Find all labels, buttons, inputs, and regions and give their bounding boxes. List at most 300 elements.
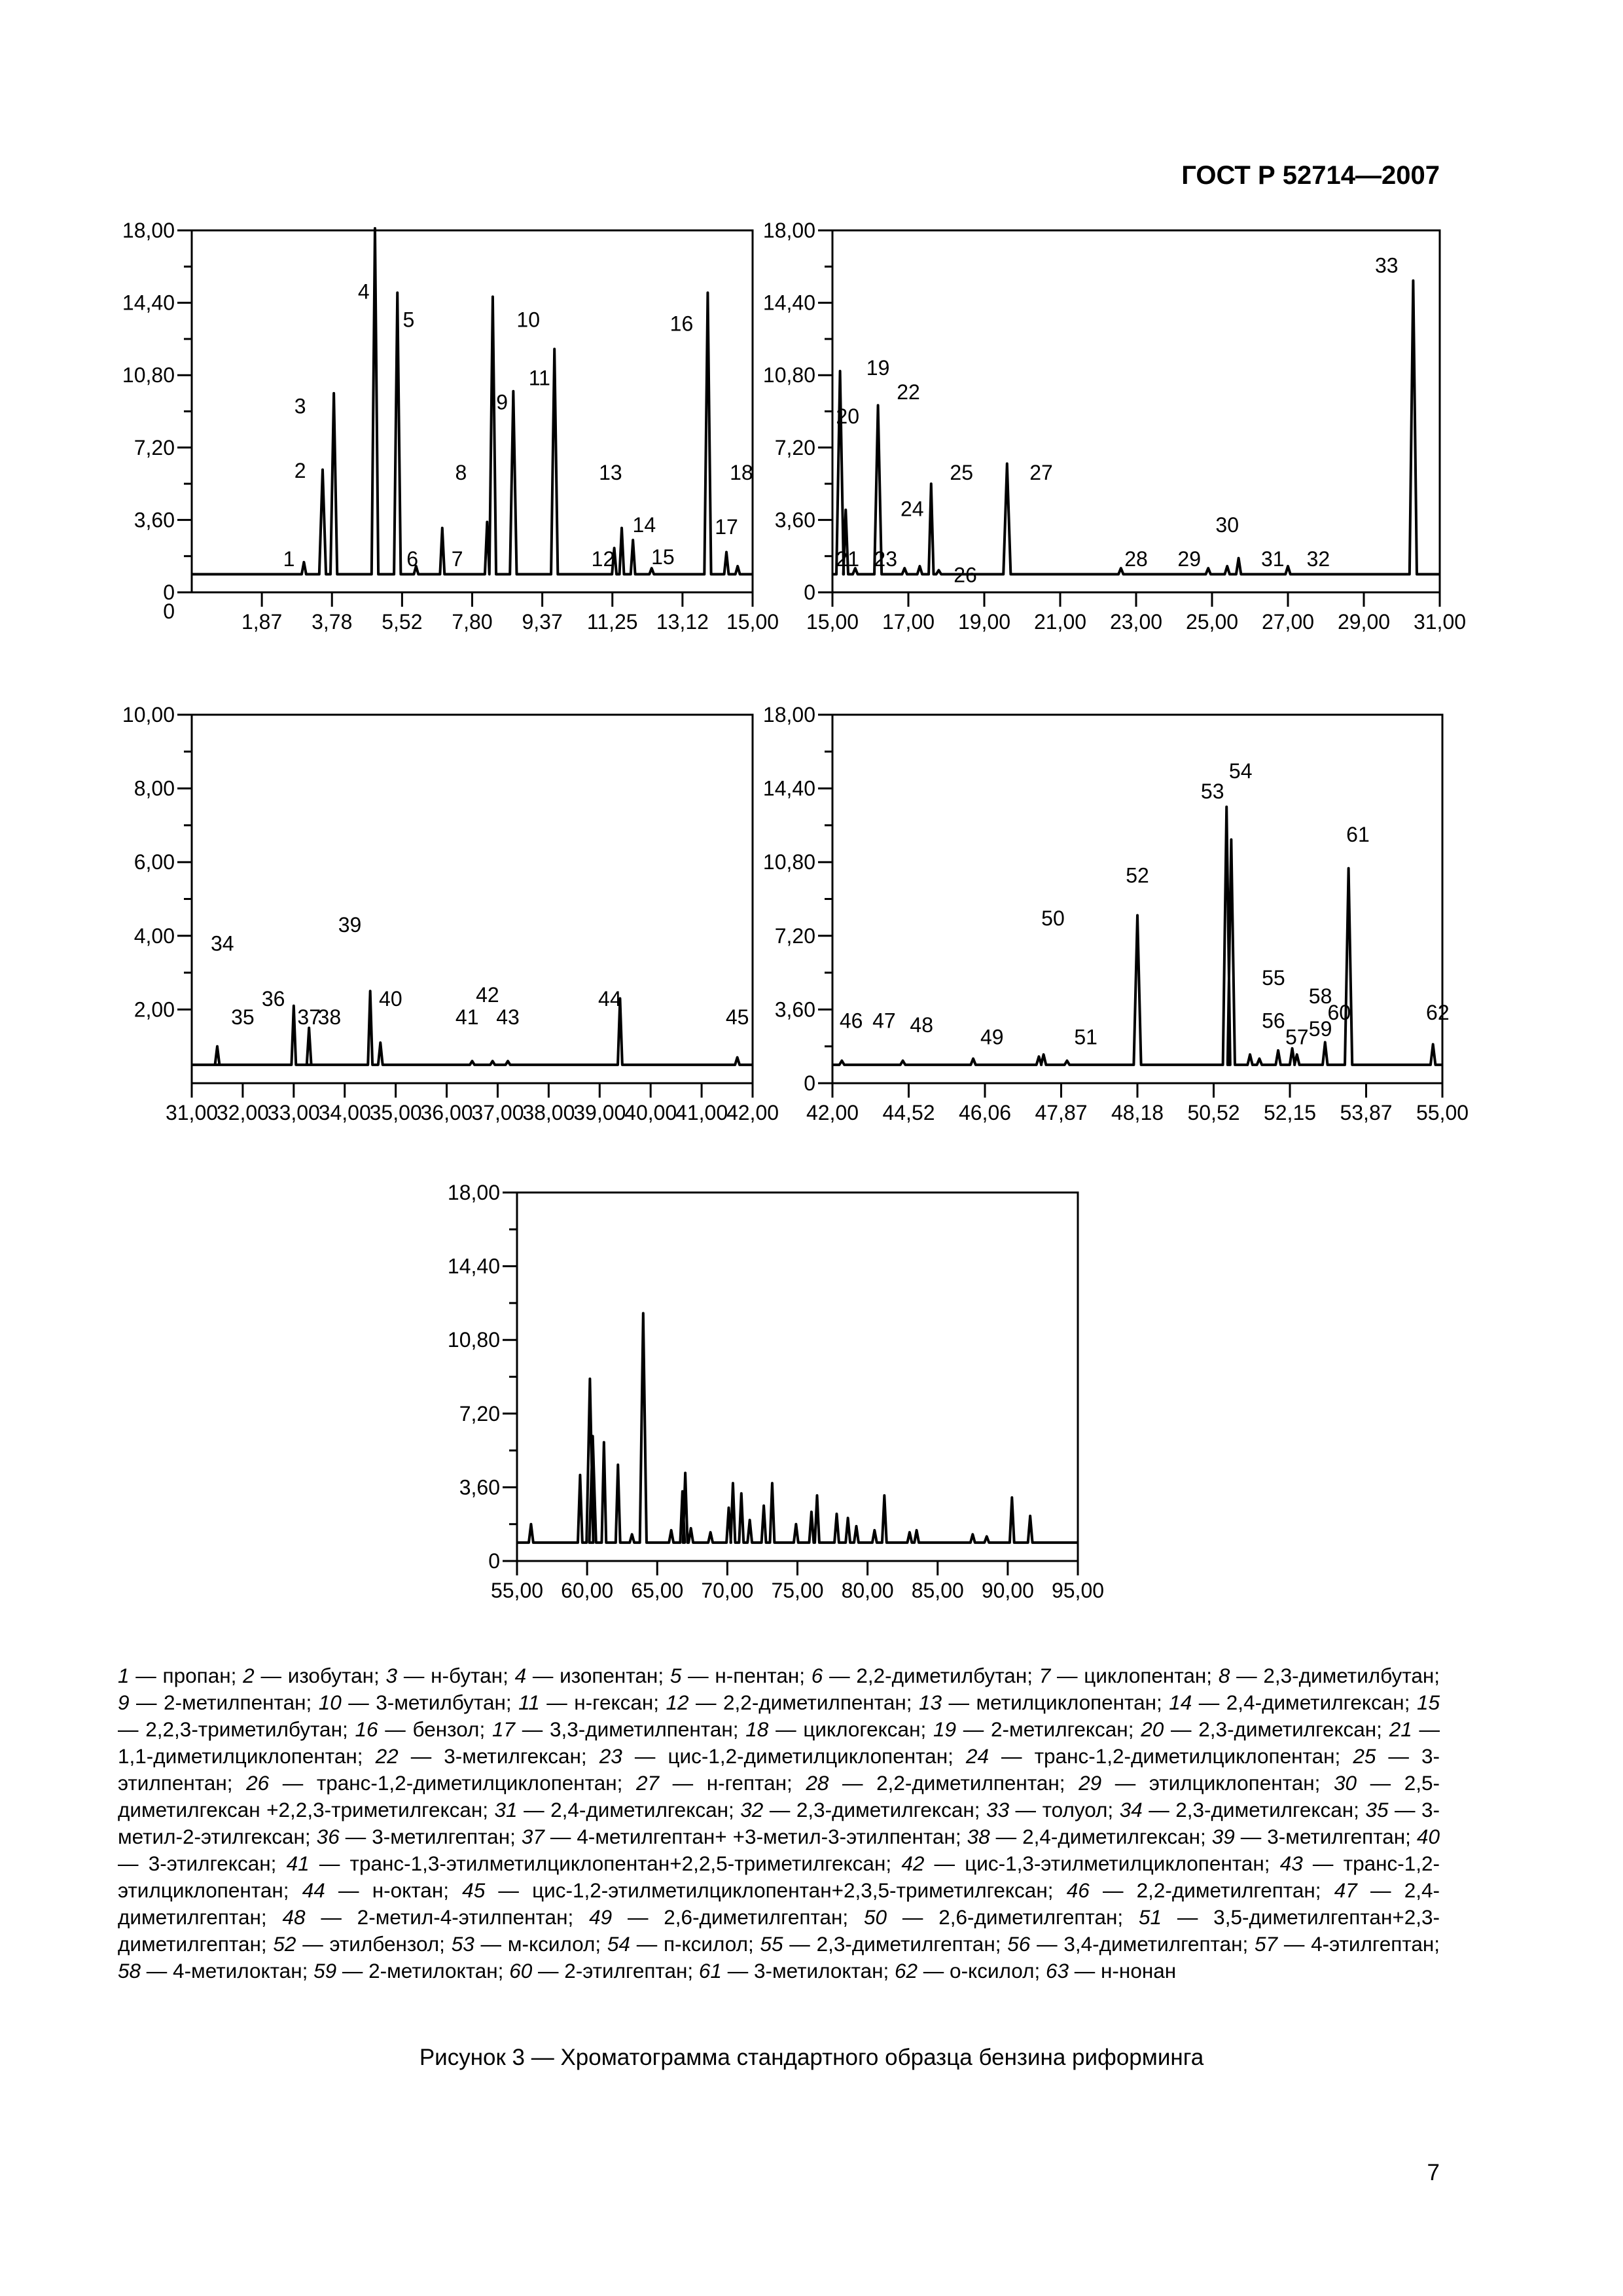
legend-item (699, 1959, 895, 1982)
y-tick-label: 3,60 (134, 508, 175, 532)
peak-label: 7 (451, 547, 463, 571)
legend-item (313, 1959, 509, 1982)
legend-number: 6 (811, 1664, 823, 1687)
peak-label: 26 (954, 563, 977, 587)
legend-text: — изобутан; (254, 1664, 386, 1687)
legend-text: — транс-1,2-этилциклопентан; (118, 1852, 1440, 1902)
peak-label: 36 (261, 986, 285, 1011)
legend-item (666, 1691, 919, 1714)
legend-text: — 4-метилгептан+ +3-метил-3-этилпентан; (544, 1825, 967, 1848)
legend-number: 2 (243, 1664, 255, 1687)
y-tick-label: 14,40 (122, 291, 175, 315)
legend-text: — 2,2,3-триметилбутан; (118, 1717, 355, 1741)
legend-text: — 4-этилгептан; (1277, 1932, 1440, 1956)
legend-item (243, 1664, 385, 1687)
legend-text: — 2-этилгептан; (532, 1959, 699, 1982)
legend-number: 12 (666, 1691, 689, 1714)
y-tick-label: 10,80 (122, 363, 175, 387)
x-tick-label: 23,00 (1109, 610, 1163, 634)
x-tick-label: 25,00 (1185, 610, 1239, 634)
chromatogram-svg (746, 703, 1469, 1152)
legend-item (317, 1825, 522, 1848)
legend-item (1255, 1932, 1440, 1956)
legend-item (1120, 1798, 1366, 1821)
legend-text: — пропан; (129, 1664, 243, 1687)
legend-text: — 2,3-диметилгексан; (1142, 1798, 1366, 1821)
legend-text: — 4-метилоктан; (141, 1959, 314, 1982)
legend-text: — н-пентан; (681, 1664, 812, 1687)
x-tick-label: 39,00 (573, 1101, 626, 1124)
legend-number: 40 (1416, 1825, 1440, 1848)
legend-number: 45 (462, 1878, 486, 1902)
document-number: ГОСТ Р 52714—2007 (1181, 161, 1440, 190)
x-tick-label: 19,00 (957, 610, 1011, 634)
legend-number: 60 (509, 1959, 533, 1982)
peak-label: 38 (317, 1005, 342, 1029)
legend-number: 24 (965, 1744, 989, 1768)
x-tick-label: 29,00 (1337, 610, 1391, 634)
chromatogram-panel-3 (98, 703, 779, 1152)
y-tick-label: 18,00 (762, 219, 815, 242)
legend-text: — п-ксилол; (630, 1932, 760, 1956)
y-tick-label: 18,00 (447, 1181, 500, 1204)
legend-number: 3 (385, 1664, 398, 1687)
legend-number: 59 (313, 1959, 337, 1982)
peak-label: 42 (476, 983, 499, 1007)
x-tick-label: 70,00 (701, 1579, 754, 1602)
x-tick-label: 32,00 (216, 1101, 269, 1124)
legend-number: 54 (607, 1932, 630, 1956)
legend-item (282, 1905, 589, 1929)
y-tick-label: 18,00 (122, 219, 175, 242)
legend-number: 50 (864, 1905, 887, 1929)
peak-label: 34 (210, 931, 234, 956)
legend-number: 44 (302, 1878, 325, 1902)
legend-item (901, 1852, 1279, 1875)
legend-text: — транс-1,2-диметилциклопентан; (269, 1771, 637, 1795)
legend-number: 32 (740, 1798, 764, 1821)
legend-number: 47 (1334, 1878, 1357, 1902)
peak-label: 57 (1285, 1025, 1309, 1049)
legend-number: 37 (521, 1825, 544, 1848)
legend-text: — цис-1,2-этилметилциклопентан+2,3,5-триметилгексан; (485, 1878, 1067, 1902)
x-tick-label: 75,00 (771, 1579, 824, 1602)
plot-frame (192, 230, 753, 592)
legend-item (812, 1664, 1039, 1687)
peak-label: 32 (1306, 547, 1330, 571)
legend-item (118, 1664, 243, 1687)
legend-item (1212, 1825, 1417, 1848)
y-tick-label: 7,20 (459, 1401, 500, 1426)
legend-text: — 1,1-диметилциклопентан; (118, 1717, 1440, 1768)
peak-label: 30 (1215, 512, 1239, 537)
legend-number: 53 (451, 1932, 474, 1956)
legend-number: 22 (375, 1744, 399, 1768)
legend-text: — 2,5-диметилгексан +2,2,3-триметилгексан; (118, 1771, 1440, 1821)
legend-number: 33 (986, 1798, 1010, 1821)
legend-number: 10 (318, 1691, 342, 1714)
legend-text: — 2,6-диметилгептан; (612, 1905, 865, 1929)
x-tick-label: 52,15 (1263, 1101, 1317, 1124)
peak-label: 46 (839, 1009, 863, 1033)
legend-text: — 2-метилгексан; (956, 1717, 1141, 1741)
y-tick-label: 0 (163, 581, 175, 604)
legend-text: — н-нонан (1069, 1959, 1177, 1982)
y-tick-label: 10,80 (762, 850, 815, 874)
origin-label: 0 (163, 600, 175, 623)
legend-text: — цис-1,2-диметилциклопентан; (622, 1744, 966, 1768)
legend-item (589, 1905, 864, 1929)
legend-number: 31 (494, 1798, 518, 1821)
legend-number: 48 (282, 1905, 306, 1929)
legend-item (515, 1664, 670, 1687)
legend-text: — м-ксилол; (474, 1932, 607, 1956)
legend-text: — 3,4-диметилгептан; (1030, 1932, 1255, 1956)
x-tick-label: 1,87 (241, 610, 283, 634)
y-tick-label: 0 (804, 581, 815, 604)
legend-text: — 3-метилгептан; (1234, 1825, 1417, 1848)
legend-item (760, 1932, 1007, 1956)
legend-text: — 3-этилпентан; (118, 1744, 1440, 1795)
y-tick-label: 3,60 (774, 508, 815, 532)
peak-label: 54 (1228, 759, 1253, 783)
figure-caption: Рисунок 3 — Хроматограмма стандартного образца бензина риформинга (419, 2045, 1204, 2070)
legend-number: 1 (118, 1664, 130, 1687)
legend-item (1169, 1691, 1417, 1714)
legend-item (599, 1744, 966, 1768)
legend-item (966, 1744, 1353, 1768)
peak-label: 6 (406, 547, 418, 571)
y-tick-label: 10,80 (762, 363, 815, 387)
peak-label: 19 (866, 356, 890, 380)
x-tick-label: 42,00 (726, 1101, 779, 1124)
legend-number: 30 (1333, 1771, 1357, 1795)
legend-text: — 2-метил-4-этилпентан; (305, 1905, 590, 1929)
legend-item (607, 1932, 760, 1956)
legend-number: 43 (1279, 1852, 1303, 1875)
x-tick-label: 47,87 (1035, 1101, 1088, 1124)
x-tick-label: 15,00 (726, 610, 779, 634)
legend-number: 49 (589, 1905, 613, 1929)
x-tick-label: 41,00 (675, 1101, 728, 1124)
legend-item (933, 1717, 1141, 1741)
y-tick-label: 14,40 (762, 291, 815, 315)
legend-text: — 2,4-диметилгептан; (118, 1878, 1440, 1929)
y-tick-label: 14,40 (447, 1254, 500, 1278)
x-tick-label: 42,00 (806, 1101, 859, 1124)
chromatogram-trace (832, 281, 1440, 575)
chromatogram-trace (192, 228, 753, 574)
peak-label: 29 (1177, 547, 1201, 571)
x-tick-label: 36,00 (420, 1101, 473, 1124)
legend-text: — бензол; (378, 1717, 492, 1741)
legend-item (1067, 1878, 1334, 1902)
peak-label: 55 (1262, 965, 1285, 990)
legend-number: 25 (1353, 1744, 1376, 1768)
x-tick-label: 9,37 (522, 610, 563, 634)
y-tick-label: 7,20 (774, 924, 815, 948)
peak-label: 58 (1308, 984, 1332, 1009)
legend-text: — этилбензол; (296, 1932, 452, 1956)
legend-number: 41 (286, 1852, 310, 1875)
x-tick-label: 5,52 (382, 610, 423, 634)
page-number: 7 (1427, 2160, 1440, 2185)
x-tick-label: 27,00 (1261, 610, 1315, 634)
legend-text: — 2,6-диметилгептан; (887, 1905, 1139, 1929)
legend-text: — 2,2-диметилбутан; (823, 1664, 1039, 1687)
legend-item (740, 1798, 986, 1821)
peak-label: 21 (836, 547, 859, 571)
y-tick-label: 2,00 (134, 997, 175, 1022)
legend-text: — 2-метилпентан; (129, 1691, 319, 1714)
x-tick-label: 48,18 (1111, 1101, 1164, 1124)
legend-text: — н-гептан; (659, 1771, 806, 1795)
legend-text: — транс-1,2-диметилциклопентан; (988, 1744, 1353, 1768)
legend-text: — 2,2-диметилпентан; (688, 1691, 919, 1714)
peak-label: 22 (897, 380, 920, 404)
legend-item (522, 1825, 967, 1848)
legend-item (386, 1664, 515, 1687)
legend-item (1007, 1932, 1255, 1956)
x-tick-label: 35,00 (369, 1101, 422, 1124)
legend-item (319, 1691, 518, 1714)
legend-number: 21 (1389, 1717, 1412, 1741)
legend-number: 19 (933, 1717, 957, 1741)
legend-text: — 3,5-диметилгептан+2,3-диметилгептан; (118, 1905, 1440, 1956)
peak-label: 51 (1074, 1025, 1097, 1049)
peak-label: 39 (338, 913, 362, 937)
legend-item (745, 1717, 933, 1741)
peak-legend (118, 1662, 1440, 1984)
legend-text: — толуол; (1009, 1798, 1120, 1821)
legend-item (509, 1959, 699, 1982)
peak-label: 48 (910, 1013, 934, 1037)
x-tick-label: 53,87 (1340, 1101, 1393, 1124)
legend-text: — 2-метилоктан; (336, 1959, 510, 1982)
legend-number: 51 (1138, 1905, 1162, 1929)
legend-text: — циклогексан; (768, 1717, 933, 1741)
y-tick-label: 0 (488, 1549, 500, 1573)
legend-item (118, 1691, 319, 1714)
y-tick-label: 10,00 (122, 703, 175, 726)
legend-item (495, 1798, 741, 1821)
peak-label: 44 (598, 986, 622, 1011)
legend-text: — 3,3-диметилпентан; (515, 1717, 746, 1741)
peak-label: 15 (651, 545, 675, 569)
legend-text: — транс-1,3-этилметилциклопентан+2,2,5-триметилгексан; (309, 1852, 902, 1875)
legend-number: 13 (919, 1691, 942, 1714)
legend-text: — н-октан; (325, 1878, 463, 1902)
legend-item (118, 1959, 313, 1982)
peak-label: 28 (1124, 547, 1148, 571)
legend-number: 18 (745, 1717, 769, 1741)
peak-label: 61 (1346, 822, 1370, 846)
x-tick-label: 90,00 (981, 1579, 1034, 1602)
x-tick-label: 55,00 (1416, 1101, 1469, 1124)
x-tick-label: 13,12 (656, 610, 709, 634)
peak-label: 45 (725, 1005, 749, 1029)
peak-label: 35 (231, 1005, 255, 1029)
legend-text: — цис-1,3-этилметилциклопентан; (924, 1852, 1280, 1875)
y-tick-label: 3,60 (774, 997, 815, 1022)
y-tick-label: 4,00 (134, 924, 175, 948)
x-tick-label: 46,06 (958, 1101, 1012, 1124)
legend-item (1141, 1717, 1389, 1741)
legend-number: 5 (669, 1664, 682, 1687)
legend-text: — н-бутан; (397, 1664, 515, 1687)
legend-item (246, 1771, 636, 1795)
x-tick-label: 38,00 (522, 1101, 575, 1124)
legend-number: 14 (1169, 1691, 1192, 1714)
peak-label: 8 (455, 460, 467, 484)
legend-text: — метилциклопентан; (942, 1691, 1169, 1714)
legend-number: 38 (967, 1825, 990, 1848)
legend-text: — изопентан; (526, 1664, 670, 1687)
legend-item (967, 1825, 1212, 1848)
peak-label: 17 (715, 514, 738, 539)
legend-item (518, 1691, 666, 1714)
legend-text: — 3-метилоктан; (721, 1959, 895, 1982)
legend-number: 34 (1119, 1798, 1143, 1821)
x-tick-label: 31,00 (1413, 610, 1467, 634)
legend-text: — 3-метилгексан; (398, 1744, 599, 1768)
legend-number: 58 (118, 1959, 141, 1982)
legend-item (462, 1878, 1067, 1902)
legend-number: 52 (273, 1932, 296, 1956)
x-tick-label: 95,00 (1051, 1579, 1105, 1602)
peak-label: 25 (950, 460, 973, 484)
legend-number: 56 (1007, 1932, 1031, 1956)
peak-label: 2 (294, 458, 306, 482)
legend-number: 11 (518, 1691, 540, 1714)
x-tick-label: 17,00 (882, 610, 935, 634)
legend-number: 29 (1079, 1771, 1102, 1795)
peak-label: 16 (669, 312, 694, 336)
legend-number: 8 (1218, 1664, 1230, 1687)
chromatogram-panel-4 (746, 703, 1469, 1152)
legend-number: 9 (118, 1691, 130, 1714)
peak-label: 43 (496, 1005, 520, 1029)
peak-label: 49 (980, 1025, 1004, 1049)
legend-text: — 2,4-диметилгексан; (990, 1825, 1212, 1848)
legend-number: 36 (316, 1825, 340, 1848)
legend-text: — 3-метилгептан; (339, 1825, 522, 1848)
legend-text: — 3-метил-2-этилгексан; (118, 1798, 1440, 1848)
legend-text: — 2,3-диметилбутан; (1230, 1664, 1440, 1687)
legend-text: — 3-метилбутан; (341, 1691, 519, 1714)
legend-item (864, 1905, 1139, 1929)
y-tick-label: 18,00 (762, 703, 815, 726)
peak-label: 56 (1262, 1009, 1285, 1033)
legend-number: 62 (895, 1959, 918, 1982)
chromatogram-panel-1 (98, 219, 779, 655)
legend-text: — 2,3-диметилгептан; (783, 1932, 1008, 1956)
legend-number: 16 (355, 1717, 378, 1741)
peak-label: 31 (1261, 547, 1285, 571)
legend-item (806, 1771, 1079, 1795)
legend-number: 35 (1365, 1798, 1389, 1821)
peak-label: 53 (1200, 780, 1224, 804)
legend-number: 23 (599, 1744, 622, 1768)
peak-label: 12 (591, 547, 615, 571)
peak-label: 11 (528, 366, 550, 390)
legend-item (1046, 1959, 1176, 1982)
peak-label: 37 (297, 1005, 321, 1029)
peak-label: 59 (1308, 1017, 1332, 1041)
peak-label: 47 (872, 1009, 896, 1033)
legend-text: — 2,4-диметилгексан; (517, 1798, 741, 1821)
x-tick-label: 85,00 (911, 1579, 964, 1602)
peak-label: 4 (357, 279, 370, 304)
legend-number: 20 (1141, 1717, 1164, 1741)
x-tick-label: 60,00 (561, 1579, 614, 1602)
y-tick-label: 3,60 (459, 1475, 500, 1499)
legend-text: — 3-этилгексан; (118, 1852, 287, 1875)
peak-label: 5 (402, 308, 415, 332)
peak-label: 10 (516, 308, 540, 332)
x-tick-label: 11,25 (586, 610, 638, 634)
legend-item (287, 1852, 902, 1875)
x-tick-label: 15,00 (806, 610, 859, 634)
plot-frame (517, 1193, 1078, 1561)
peak-label: 60 (1327, 1001, 1351, 1025)
peak-label: 23 (874, 547, 897, 571)
legend-text: — 2,2-диметилпентан; (829, 1771, 1079, 1795)
peak-label: 20 (836, 404, 859, 428)
chromatogram-svg (98, 219, 779, 655)
x-tick-label: 40,00 (624, 1101, 677, 1124)
chromatogram-panel-2 (746, 219, 1467, 655)
legend-text: — циклопентан; (1050, 1664, 1219, 1687)
y-tick-label: 0 (804, 1071, 815, 1095)
legend-text: — 2,2-диметилгептан; (1089, 1878, 1334, 1902)
legend-number: 17 (491, 1717, 515, 1741)
x-tick-label: 80,00 (841, 1579, 894, 1602)
y-tick-label: 6,00 (134, 850, 175, 874)
chromatogram-svg (98, 703, 779, 1152)
peak-label: 33 (1375, 253, 1399, 278)
x-tick-label: 44,52 (882, 1101, 935, 1124)
plot-frame (832, 230, 1440, 592)
y-tick-label: 7,20 (774, 435, 815, 459)
legend-item (986, 1798, 1120, 1821)
y-tick-label: 14,40 (762, 776, 815, 800)
legend-text: — 2,3-диметилгексан; (1164, 1717, 1389, 1741)
legend-number: 15 (1416, 1691, 1440, 1714)
legend-item (636, 1771, 806, 1795)
peak-label: 3 (294, 394, 306, 418)
legend-item (919, 1691, 1169, 1714)
legend-item (492, 1717, 745, 1741)
peak-label: 52 (1126, 863, 1149, 888)
peak-label: 40 (379, 986, 402, 1011)
legend-item (1079, 1771, 1334, 1795)
legend-number: 28 (806, 1771, 829, 1795)
peak-label: 14 (632, 512, 656, 537)
legend-text: — 2,3-диметилгексан; (763, 1798, 986, 1821)
legend-number: 42 (901, 1852, 925, 1875)
peak-label: 62 (1426, 1001, 1450, 1025)
peak-label: 9 (496, 390, 508, 414)
legend-number: 61 (698, 1959, 722, 1982)
x-tick-label: 21,00 (1033, 610, 1087, 634)
legend-item (670, 1664, 812, 1687)
x-tick-label: 34,00 (318, 1101, 371, 1124)
y-tick-label: 8,00 (134, 776, 175, 800)
chromatogram-panel-5 (419, 1181, 1126, 1617)
legend-item (273, 1932, 451, 1956)
legend-number: 7 (1039, 1664, 1051, 1687)
